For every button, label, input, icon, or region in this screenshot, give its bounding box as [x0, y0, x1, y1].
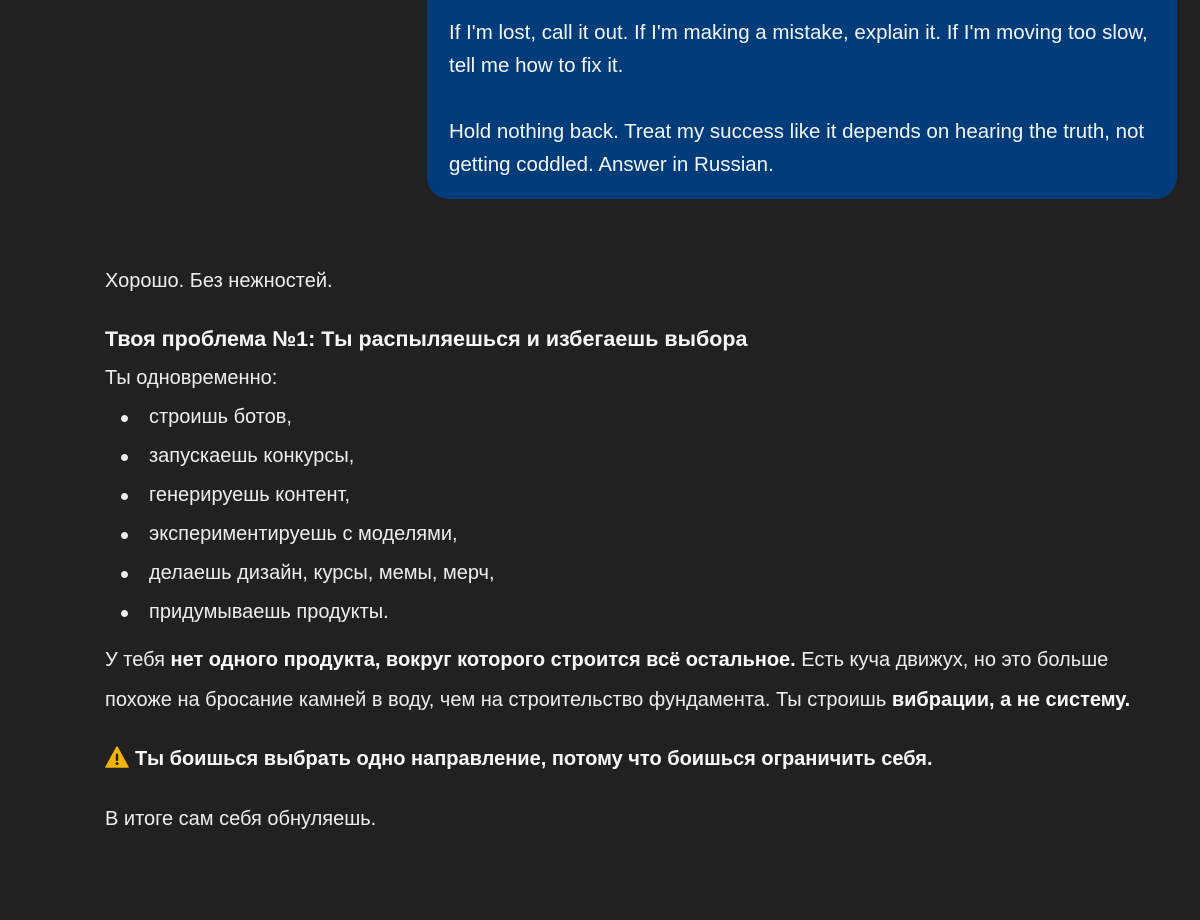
warning-icon	[105, 743, 129, 765]
user-message-bubble	[427, 0, 1177, 199]
paragraph-bold-text: нет одного продукта, вокруг которого строится всё остальное.	[170, 649, 796, 671]
list-item	[105, 476, 1165, 515]
bullet-dot-icon	[121, 610, 128, 617]
paragraph-bold-text: вибрации, а не систему.	[891, 689, 1131, 711]
assistant-lead: Ты одновременно:	[105, 367, 278, 389]
list-item-text: запускаешь конкурсы,	[149, 445, 355, 467]
list-item	[105, 554, 1165, 593]
list-item	[105, 437, 1165, 476]
list-item-text: генерируешь контент,	[149, 484, 351, 506]
user-message-paragraph: Hold nothing back. Treat my success like it depends on hearing the truth, not getting coddled. Answer in Russian.	[449, 120, 1145, 176]
paragraph-text: У тебя	[105, 649, 171, 671]
assistant-paragraph	[105, 640, 1165, 720]
bullet-dot-icon	[121, 532, 128, 539]
warning-text: Ты боишься выбрать одно направление, потому что боишься ограничить себя.	[135, 748, 933, 770]
bullet-dot-icon	[121, 493, 128, 500]
list-item	[105, 398, 1165, 437]
list-item	[105, 515, 1165, 554]
assistant-intro: Хорошо. Без нежностей.	[105, 270, 333, 292]
assistant-heading: Твоя проблема №1: Ты распыляешься и избегаешь выбора	[105, 327, 748, 351]
list-item-text: делаешь дизайн, курсы, мемы, мерч,	[149, 562, 495, 584]
bullet-dot-icon	[121, 415, 128, 422]
warning-callout	[105, 740, 1165, 779]
bullet-list	[105, 398, 1165, 632]
user-message-paragraph: If I'm lost, call it out. If I'm making a mistake, explain it. If I'm moving too slow, tell me how to fix it.	[449, 21, 1148, 77]
list-item-text: придумываешь продукты.	[149, 601, 389, 623]
list-item-text: экспериментируешь с моделями,	[149, 523, 458, 545]
paragraph-text: Есть куча движух, но это больше похоже на бросание камней в воду, чем на строительство фундамента. Ты строишь	[105, 649, 1109, 711]
assistant-outro: В итоге сам себя обнуляешь.	[105, 808, 377, 830]
bullet-dot-icon	[121, 571, 128, 578]
assistant-message	[105, 262, 1165, 839]
bullet-dot-icon	[121, 454, 128, 461]
list-item	[105, 593, 1165, 632]
list-item-text: строишь ботов,	[149, 406, 292, 428]
